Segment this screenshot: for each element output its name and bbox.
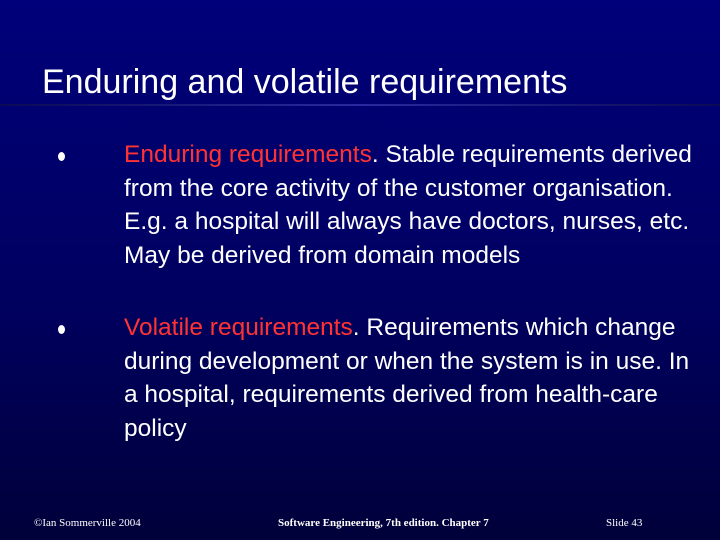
- slide-title: Enduring and volatile requirements: [42, 63, 568, 101]
- footer-book-title: Software Engineering, 7th edition. Chapter 7: [278, 517, 489, 529]
- bullet-dot-icon: [58, 152, 65, 161]
- bullet-body: . Stable requirements derived from the core activity of the customer organisation. E.g. a hospital will always have doctors, nurses, etc. May be derived from domain models: [124, 141, 692, 269]
- bullet-item: [124, 311, 694, 445]
- footer-slide-number: Slide 43: [606, 517, 643, 529]
- bullet-item: [124, 138, 694, 272]
- bullet-term: Enduring requirements: [124, 141, 372, 168]
- footer-copyright: ©Ian Sommerville 2004: [34, 517, 141, 529]
- title-divider: [0, 104, 720, 106]
- bullet-dot-icon: [58, 325, 65, 334]
- bullet-body: . Requirements which change during development or when the system is in use. In a hospital, requirements derived from health-care policy: [124, 314, 690, 442]
- bullet-term: Volatile requirements: [124, 314, 353, 341]
